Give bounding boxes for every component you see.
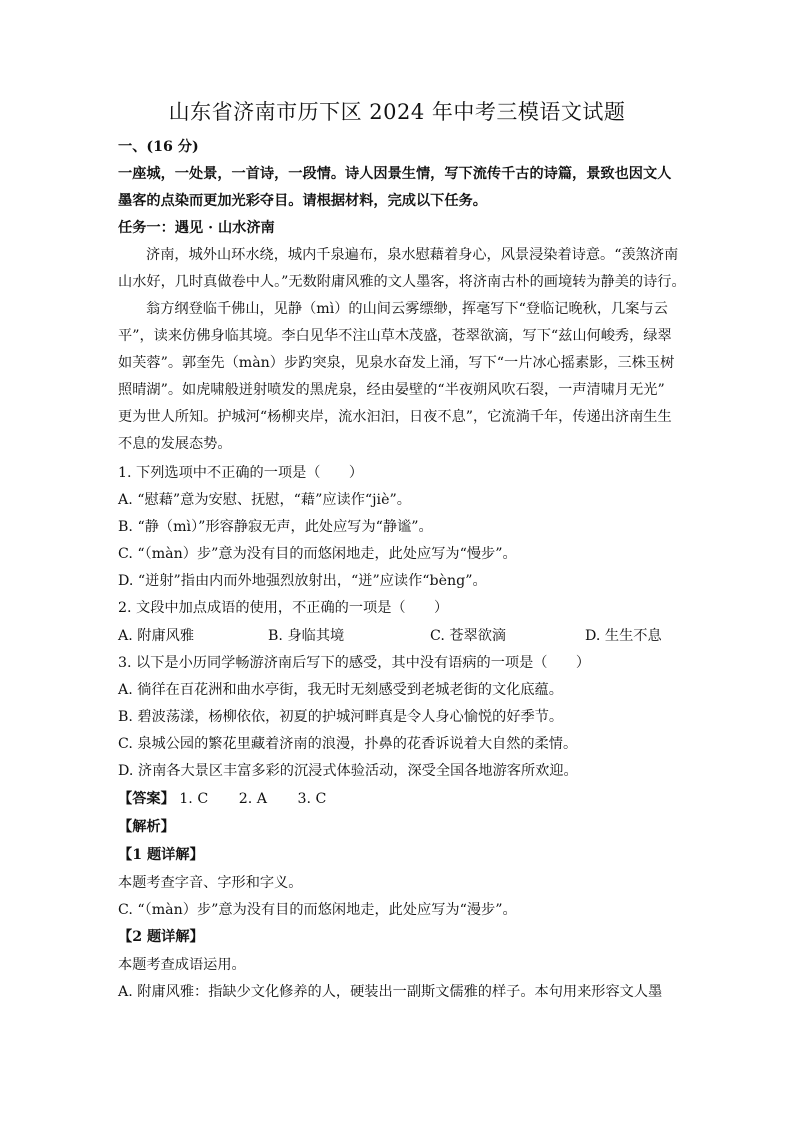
intro-line-2: 墨客的点染而更加光彩夺目。请根据材料，完成以下任务。 [118,193,487,209]
q2-option-b: B. 身临其境 [268,628,345,644]
detail2-line-2: A. 附庸风雅：指缺少文化修养的人，硬装出一副斯文儒雅的样子。本句用来形容文人墨 [118,984,663,1000]
task-heading: 任务一：遇见 · 山水济南 [118,220,275,236]
answer-item-2: 2. A [238,791,267,807]
passage-line-4: 平”，读来仿佛身临其境。李白见华不注山草木茂盛，苍翠欲滴，写下“兹山何峻秀，绿翠 [118,328,672,344]
passage-line-5: 如芙蓉”。郭奎先（màn）步趵突泉，见泉水奋发上涌，写下“一片冰心摇素影，三株玉树 [118,355,675,371]
section-header: 一、(16 分) [118,139,199,155]
answer-label: 【答案】 [118,791,175,807]
detail2-line-1: 本题考查成语运用。 [118,957,246,973]
answer-line [118,789,678,809]
answer-item-3: 3. C [297,791,327,807]
q3-option-d: D. 济南各大景区丰富多彩的沉浸式体验活动，深受全国各地游客所欢迎。 [118,763,578,779]
passage-line-7: 更为世人所知。护城河“杨柳夹岸，流水汩汩，日夜不息”，它流淌千年，传递出济南生生 [118,409,672,425]
analysis-label: 【解析】 [118,819,175,835]
q1-option-c: C. “（màn）步”意为没有目的而悠闲地走，此处应写为“慢步”。 [118,546,517,562]
passage-line-1: 济南，城外山环水绕，城内千泉遍布，泉水慰藉着身心，风景浸染着诗意。“羡煞济南 [146,247,679,263]
q1-stem: 1. 下列选项中不正确的一项是（ ） [118,465,364,481]
q1-option-a: A. “慰藉”意为安慰、抚慰，“藉”应读作“jiè”。 [118,492,411,508]
q2-option-d: D. 生生不息 [585,628,662,644]
detail2-label: 【2 题详解】 [118,929,204,945]
q3-option-b: B. 碧波荡漾，杨柳依依，初夏的护城河畔真是令人身心愉悦的好季节。 [118,709,564,725]
answer-item-1: 1. C [179,791,209,807]
q1-option-b: B. “静（mì）”形容静寂无声，此处应写为“静谧”。 [118,519,433,535]
q2-option-c: C. 苍翠欲滴 [430,628,507,644]
q3-stem: 3. 以下是小历同学畅游济南后写下的感受，其中没有语病的一项是（ ） [118,655,591,671]
detail1-line-1: 本题考查字音、字形和字义。 [118,875,303,891]
detail1-line-2: C. “（màn）步”意为没有目的而悠闲地走，此处应写为“漫步”。 [118,902,517,918]
passage-line-3: 翁方纲登临千佛山，见静（mì）的山间云雾缥缈，挥毫写下“登临记晚秋，几案与云 [146,301,668,317]
passage-line-8: 不息的发展态势。 [118,436,232,452]
q3-option-a: A. 徜徉在百花洲和曲水亭街，我无时无刻感受到老城老街的文化底蕴。 [118,682,563,698]
detail1-label: 【1 题详解】 [118,847,204,863]
intro-line-1: 一座城，一处景，一首诗，一段情。诗人因景生情，写下流传千古的诗篇，景致也因文人 [118,166,672,182]
q1-option-d: D. “迸射”指由内而外地强烈放射出，“迸”应读作“bèng”。 [118,573,487,589]
q3-option-c: C. 泉城公园的繁花里藏着济南的浪漫，扑鼻的花香诉说着大自然的柔情。 [118,736,578,752]
page-title: 山东省济南市历下区 2024 年中考三模语文试题 [168,100,626,124]
passage-line-2: 山水好，几时真做卷中人。”无数附庸风雅的文人墨客，将济南古朴的画境转为静美的诗行。 [118,274,686,290]
passage-line-6: 照晴湖”。如虎啸般迸射喷发的黑虎泉，经由晏壁的“半夜朔风吹石裂，一声清啸月无光” [118,382,665,398]
q2-option-a: A. 附庸风雅 [118,628,195,644]
q2-stem: 2. 文段中加点成语的使用，不正确的一项是（ ） [118,600,449,616]
